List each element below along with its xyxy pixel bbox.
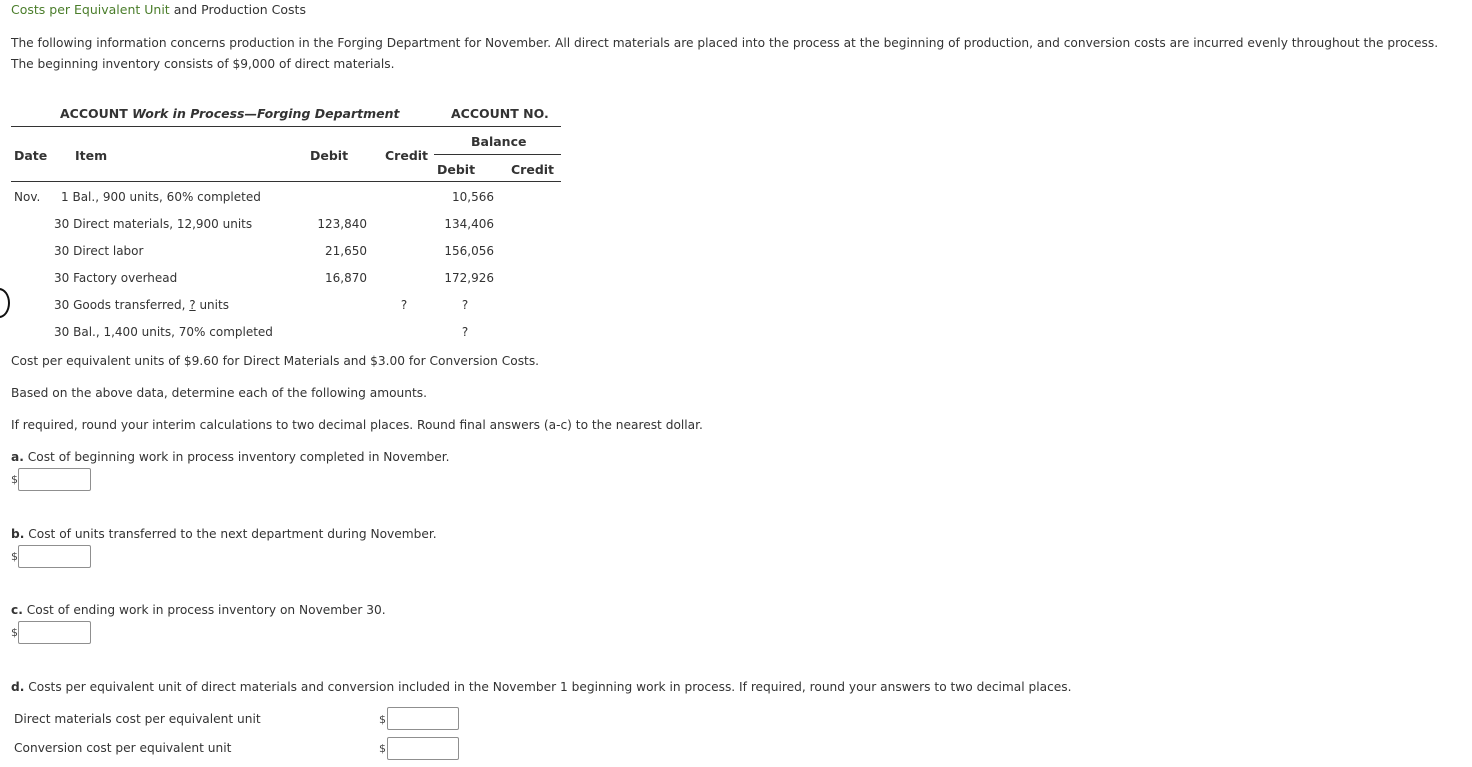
row-balance: 134,406 xyxy=(444,217,494,231)
transferred-units-unknown: ? xyxy=(189,298,196,312)
header-balance-debit: Debit xyxy=(437,162,476,177)
header-item: Item xyxy=(75,148,108,163)
conversion-cost-label: Conversion cost per equivalent unit xyxy=(14,741,232,755)
row-balance: 172,926 xyxy=(444,271,494,285)
currency-symbol: $ xyxy=(11,550,18,563)
currency-symbol: $ xyxy=(379,742,386,755)
header-balance-credit: Credit xyxy=(511,162,555,177)
currency-symbol: $ xyxy=(379,713,386,726)
header-date: Date xyxy=(14,148,48,163)
table-row: 30 Direct materials, 12,900 units xyxy=(54,217,253,231)
header-balance: Balance xyxy=(471,134,527,149)
question-c: c. Cost of ending work in process inventory on November 30. xyxy=(11,603,386,617)
row-balance: ? xyxy=(461,298,469,312)
table-row: 30 Goods transferred, ? units xyxy=(54,298,229,312)
heading-rest: and Production Costs xyxy=(169,2,306,17)
ledger-top-rule xyxy=(11,126,561,127)
question-d: d. Costs per equivalent unit of direct materials and conversion included in the November 1 beginning work in process. If required, round your answers to two decimal places. xyxy=(11,680,1072,694)
rounding-note: If required, round your interim calculations to two decimal places. Round final answers (a-c) to the nearest dollar. xyxy=(11,418,703,432)
problem-intro: The following information concerns production in the Forging Department for November. All direct materials are placed into the process at the beginning of production, and conversion costs are incurred evenly throughout the process. The beginning inventory consists of $9,000 of direct materials. xyxy=(11,36,1439,71)
page-edge-marker xyxy=(0,288,10,318)
ledger-month: Nov. xyxy=(14,190,41,204)
based-on-note: Based on the above data, determine each of the following amounts. xyxy=(11,386,427,400)
header-credit: Credit xyxy=(385,148,429,163)
cost-note: Cost per equivalent units of $9.60 for Direct Materials and $3.00 for Conversion Costs. xyxy=(11,354,540,368)
table-row: 1 Bal., 900 units, 60% completed xyxy=(61,190,261,204)
conversion-cost-input[interactable] xyxy=(387,737,459,760)
balance-rule xyxy=(434,154,561,155)
dm-cost-input[interactable] xyxy=(387,707,459,730)
row-balance: ? xyxy=(461,325,469,339)
row-debit: 16,870 xyxy=(325,271,367,285)
heading-link[interactable]: Costs per Equivalent Unit xyxy=(11,2,170,17)
answer-a-input[interactable] xyxy=(18,468,91,491)
ledger-header-rule xyxy=(11,181,561,182)
row-credit: ? xyxy=(400,298,408,312)
row-balance: 156,056 xyxy=(444,244,494,258)
answer-b-input[interactable] xyxy=(18,545,91,568)
ledger-account-name: Work in Process—Forging Department xyxy=(132,106,400,121)
ledger-account-no: ACCOUNT NO. xyxy=(451,106,549,121)
problem-heading xyxy=(11,2,306,17)
currency-symbol: $ xyxy=(11,473,18,486)
ledger-account-title: ACCOUNT Work in Process—Forging Department xyxy=(60,106,400,121)
row-debit: 123,840 xyxy=(317,217,367,231)
currency-symbol: $ xyxy=(11,626,18,639)
row-debit: 21,650 xyxy=(325,244,367,258)
answer-c-input[interactable] xyxy=(18,621,91,644)
row-balance: 10,566 xyxy=(452,190,494,204)
table-row: 30 Factory overhead xyxy=(54,271,178,285)
question-a: a. Cost of beginning work in process inventory completed in November. xyxy=(11,450,450,464)
table-row: 30 Bal., 1,400 units, 70% completed xyxy=(54,325,273,339)
question-b: b. Cost of units transferred to the next department during November. xyxy=(11,527,437,541)
dm-cost-label: Direct materials cost per equivalent unit xyxy=(14,712,261,726)
table-row: 30 Direct labor xyxy=(54,244,144,258)
header-debit: Debit xyxy=(310,148,349,163)
